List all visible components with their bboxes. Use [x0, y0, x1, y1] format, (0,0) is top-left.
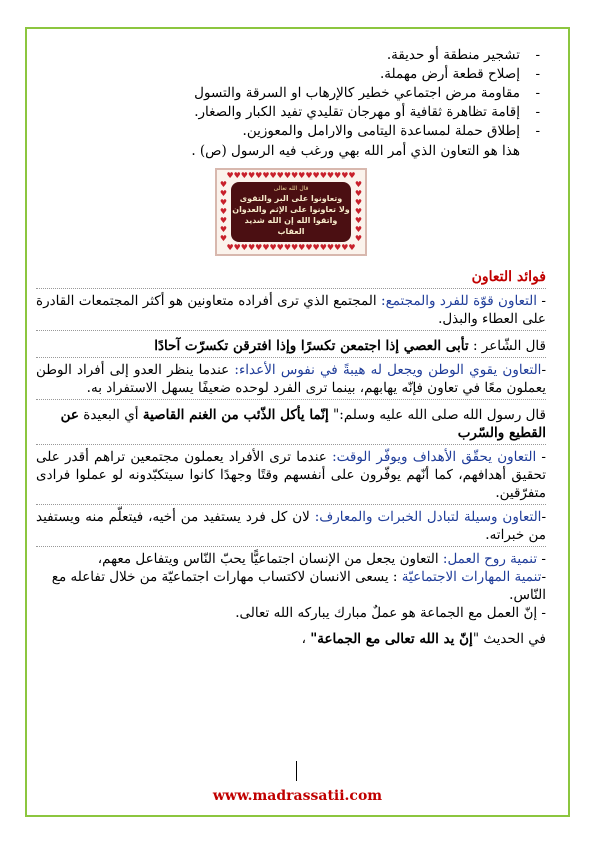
verse-intro: قال الله تعالى: [273, 185, 309, 192]
benefit-item: [36, 508, 546, 544]
list-item: - إطلاق حملة لمساعدة اليتامى والارامل والمعوزين.: [36, 122, 546, 141]
hadith-prefix: قال رسول الله صلى الله عليه وسلم:": [328, 407, 546, 423]
dash: -: [537, 293, 546, 309]
benefit-text: عندما ينظر العدو إلى أفراد الوطن يعملون معًا في تعاون فإنّه يهابهم، بينما ترى الفرد لوحده ضعيفًا يسهل الاستفراد به.: [36, 362, 546, 396]
page-content: [36, 46, 546, 648]
hearts-border-top: ♥♥♥♥♥♥♥♥♥♥♥♥♥♥♥♥♥♥: [226, 172, 356, 180]
verse-line: وتعاونوا على البر والتقوى: [239, 194, 343, 203]
benefit-key: التعاون يقوي الوطن ويجعل له هيبةً في نفوس الأعداء:: [234, 362, 542, 378]
benefit-text: : يسعى الانسان لاكتساب مهارات اجتماعيّة من خلال تفاعله مع النّاس.: [51, 569, 546, 603]
benefit-text: عندما ترى الأفراد يعملون مجتمعين تراهم أقدر على تحقيق أهدافهم، كما أنّهم يوفّرون على أنفسهم وقتًا وجهدًا كانوا سيتكبّدونه لو عملوا فرادى متفرّقين.: [36, 449, 546, 501]
footer-url[interactable]: www.madrassatii.com: [212, 788, 383, 804]
benefit-item: [36, 550, 546, 568]
benefit-item: [36, 361, 546, 397]
benefit-key: التعاون قوّة للفرد والمجتمع:: [381, 293, 538, 309]
text-cursor: [296, 761, 297, 781]
verse-plaque: [231, 182, 351, 242]
list-item: - إقامة تظاهرة ثقافية أو مهرجان تقليدي تفيد الكبار والصغار.: [36, 103, 546, 122]
benefit-text: لان كل فرد يستفيد من أخيه، فيتعلّم منه ويستفيد من خبراته.: [36, 509, 546, 543]
activity-list: [36, 46, 546, 141]
divider: [36, 504, 546, 505]
verse-line: ولا تعاونوا على الإثم والعدوان: [232, 205, 350, 214]
closing-sentence: هذا هو التعاون الذي أمر الله بهي ورغب فيه الرسول (ص) .: [191, 143, 520, 159]
benefit-text: التعاون يجعل من الإنسان اجتماعيًّا يحبّ النّاس ويتفاعل معهم،: [97, 551, 443, 567]
verse-line: واتقوا الله إن الله شديد العقاب: [244, 216, 338, 236]
benefit-key: التعاون وسيلة لتبادل الخبرات والمعارف:: [314, 509, 542, 525]
hadith-quote: [36, 406, 546, 442]
banner-wrap: [36, 168, 546, 262]
hearts-border-bottom: ♥♥♥♥♥♥♥♥♥♥♥♥♥♥♥♥♥♥: [226, 244, 356, 252]
dash: -: [541, 509, 546, 525]
poet-prefix: قال الشّاعر :: [468, 338, 546, 354]
divider: [36, 546, 546, 547]
benefit-key: تنمية روح العمل:: [442, 551, 538, 567]
benefit-key: التعاون يحقّق الأهداف ويوفّر الوقت:: [332, 449, 537, 465]
dash: -: [541, 569, 546, 585]
divider: [36, 330, 546, 331]
poet-quote: [36, 337, 546, 355]
dash: -: [536, 449, 546, 465]
hadith-suffix: ،: [301, 631, 311, 647]
list-item: - إصلاح قطعة أرض مهملة.: [36, 65, 546, 84]
divider: [36, 288, 546, 289]
quran-verse-banner: [215, 168, 367, 256]
list-item: - مقاومة مرض اجتماعي خطير كالإرهاب او السرقة والتسول: [36, 84, 546, 103]
list-item: - تشجير منطقة أو حديقة.: [36, 46, 546, 65]
poet-verse: تأبى العصي إذا اجتمعن تكسرًا وإذا افترقن تكسرّت آحادًا: [154, 338, 469, 354]
divider: [36, 444, 546, 445]
hadith-text: عن القطيع والسّرب: [60, 407, 546, 441]
dash: -: [537, 551, 546, 567]
divider: [36, 399, 546, 400]
hearts-border-left: ♥ ♥ ♥ ♥ ♥ ♥ ♥: [219, 180, 228, 243]
hadith-text: إنّما يأكل الذّئب من الغنم القاصية: [142, 407, 329, 423]
benefit-item: - إنّ العمل مع الجماعة هو عملٌ مبارك يباركه الله تعالى.: [235, 605, 546, 621]
hearts-border-right: ♥ ♥ ♥ ♥ ♥ ♥ ♥: [354, 180, 363, 243]
benefit-item: [36, 448, 546, 502]
section-title: فوائد التعاون: [471, 269, 546, 285]
hadith-quote: [36, 630, 546, 648]
dash: -: [541, 362, 546, 378]
hadith-text: إنّ يد الله تعالى مع الجماعة": [310, 631, 473, 647]
benefit-item: [36, 568, 546, 604]
hadith-prefix: في الحديث ": [472, 631, 546, 647]
divider: [36, 357, 546, 358]
hadith-mid: أي البعيدة: [78, 407, 143, 423]
benefit-text: المجتمع الذي ترى أفراده متعاونين هو أكثر المجتمعات القادرة على العطاء والبذل.: [36, 293, 546, 327]
benefit-item: [36, 292, 546, 328]
benefit-key: تنمية المهارات الاجتماعيّة: [401, 569, 542, 585]
